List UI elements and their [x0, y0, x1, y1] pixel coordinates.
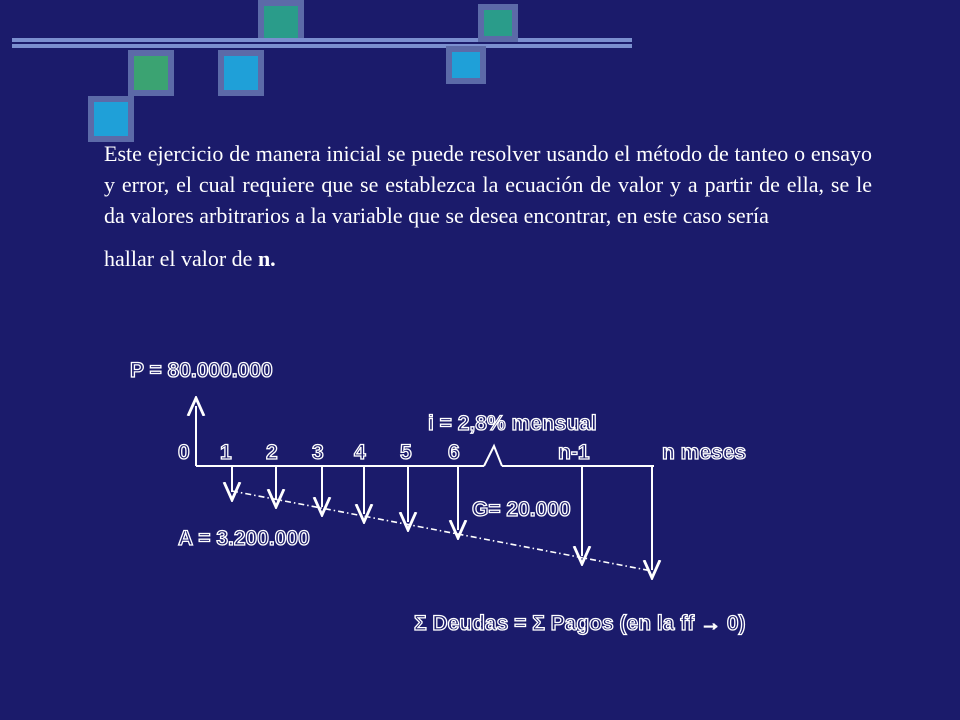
present-value-label: P = 80.000.000	[130, 359, 273, 382]
variable-n: n.	[257, 246, 276, 271]
period-n-meses: n meses	[662, 441, 747, 464]
paragraph-last-line: hallar el valor de n.	[104, 246, 276, 271]
period-1: 1	[220, 441, 232, 464]
period-0: 0	[178, 441, 190, 464]
rate-label: i = 2,8% mensual	[428, 412, 597, 435]
period-5: 5	[400, 441, 412, 464]
paragraph-text: Este ejercicio de manera inicial se puede resolver usando el método de tanteo o ensayo y error, el cual requiere que se establezca la ecuación de valor y a partir de ella, se le da valores arbitrarios a la variable que se desea encontrar, en este caso sería	[104, 141, 872, 228]
period-4: 4	[354, 441, 366, 464]
equation-label: Σ Deudas = Σ Pagos (en la ff → 0)	[414, 612, 746, 635]
gradient-label: G= 20.000	[472, 498, 571, 521]
period-n-1: n-1	[558, 441, 590, 464]
period-2: 2	[266, 441, 278, 464]
period-6: 6	[448, 441, 460, 464]
annuity-label: A = 3.200.000	[178, 527, 310, 550]
axis-break	[484, 446, 502, 466]
period-3: 3	[312, 441, 324, 464]
